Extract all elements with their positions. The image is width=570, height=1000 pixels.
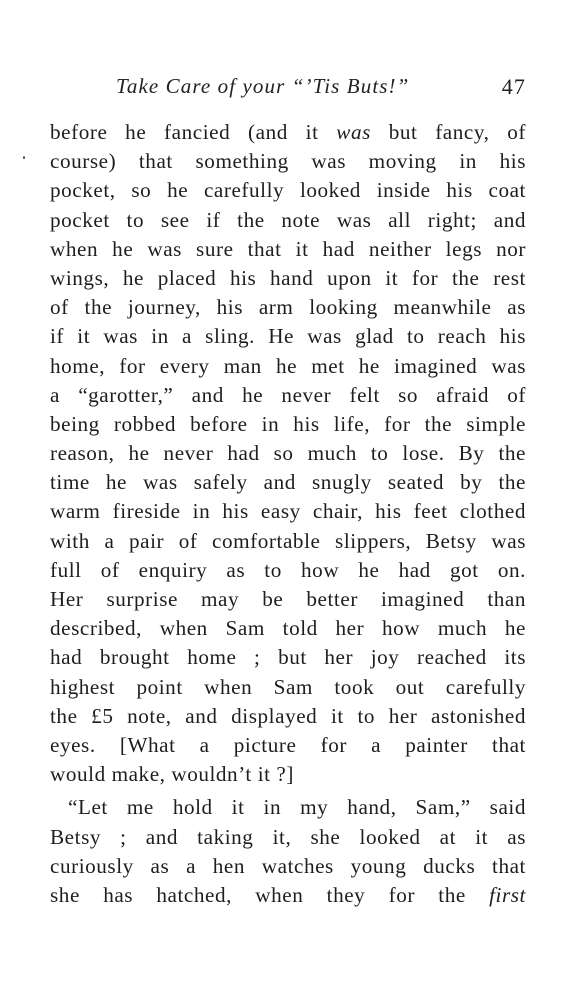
text-line: full of enquiry as to how he had got on. bbox=[50, 557, 526, 582]
text-line: time he was safely and snugly seated by the bbox=[50, 470, 526, 495]
text-line: reason, he never had so much to lose. By the bbox=[50, 441, 526, 466]
text-line: before he fancied (and it was but fancy, of bbox=[50, 120, 526, 144]
text-line: if it was in a sling. He was glad to reach his bbox=[50, 324, 526, 349]
running-header bbox=[50, 70, 526, 104]
text-line: home, for every man he met he imagined was bbox=[50, 353, 526, 378]
text-line: wings, he placed his hand upon it for the rest bbox=[50, 265, 526, 290]
text-line: warm fireside in his easy chair, his feet clothed bbox=[50, 499, 526, 524]
text-line: course) that something was moving in his bbox=[50, 149, 526, 174]
paragraph-end-line: would make, wouldn’t it ?] bbox=[50, 762, 294, 787]
text-line: the £5 note, and displayed it to her astonished bbox=[50, 703, 526, 728]
print-speck bbox=[23, 156, 25, 159]
body-text bbox=[50, 118, 526, 910]
text-line: of the journey, his arm looking meanwhile as bbox=[50, 295, 526, 320]
text-line: she has hatched, when they for the first bbox=[50, 882, 526, 907]
text-line: described, when Sam told her how much he bbox=[50, 616, 526, 641]
text-line: a “garotter,” and he never felt so afraid of bbox=[50, 382, 526, 407]
text-line: pocket to see if the note was all right; and bbox=[50, 207, 526, 232]
text-line: when he was sure that it had neither legs nor bbox=[50, 236, 526, 261]
text-line: curiously as a hen watches young ducks that bbox=[50, 853, 526, 878]
text-line: with a pair of comfortable slippers, Betsy was bbox=[50, 528, 526, 553]
running-title: Take Care of your “’Tis Buts!” bbox=[116, 74, 410, 98]
text-line: pocket, so he carefully looked inside his coat bbox=[50, 178, 526, 203]
text-line: being robbed before in his life, for the simple bbox=[50, 411, 526, 436]
text-line: eyes. [What a picture for a painter that bbox=[50, 732, 526, 757]
page-number: 47 bbox=[501, 74, 526, 99]
text-line: highest point when Sam took out carefully bbox=[50, 674, 526, 699]
text-line: had brought home ; but her joy reached its bbox=[50, 645, 526, 670]
text-line: Betsy ; and taking it, she looked at it as bbox=[50, 824, 526, 849]
paragraph-first-line: “Let me hold it in my hand, Sam,” said bbox=[68, 795, 526, 820]
text-line: Her surprise may be better imagined than bbox=[50, 587, 526, 611]
